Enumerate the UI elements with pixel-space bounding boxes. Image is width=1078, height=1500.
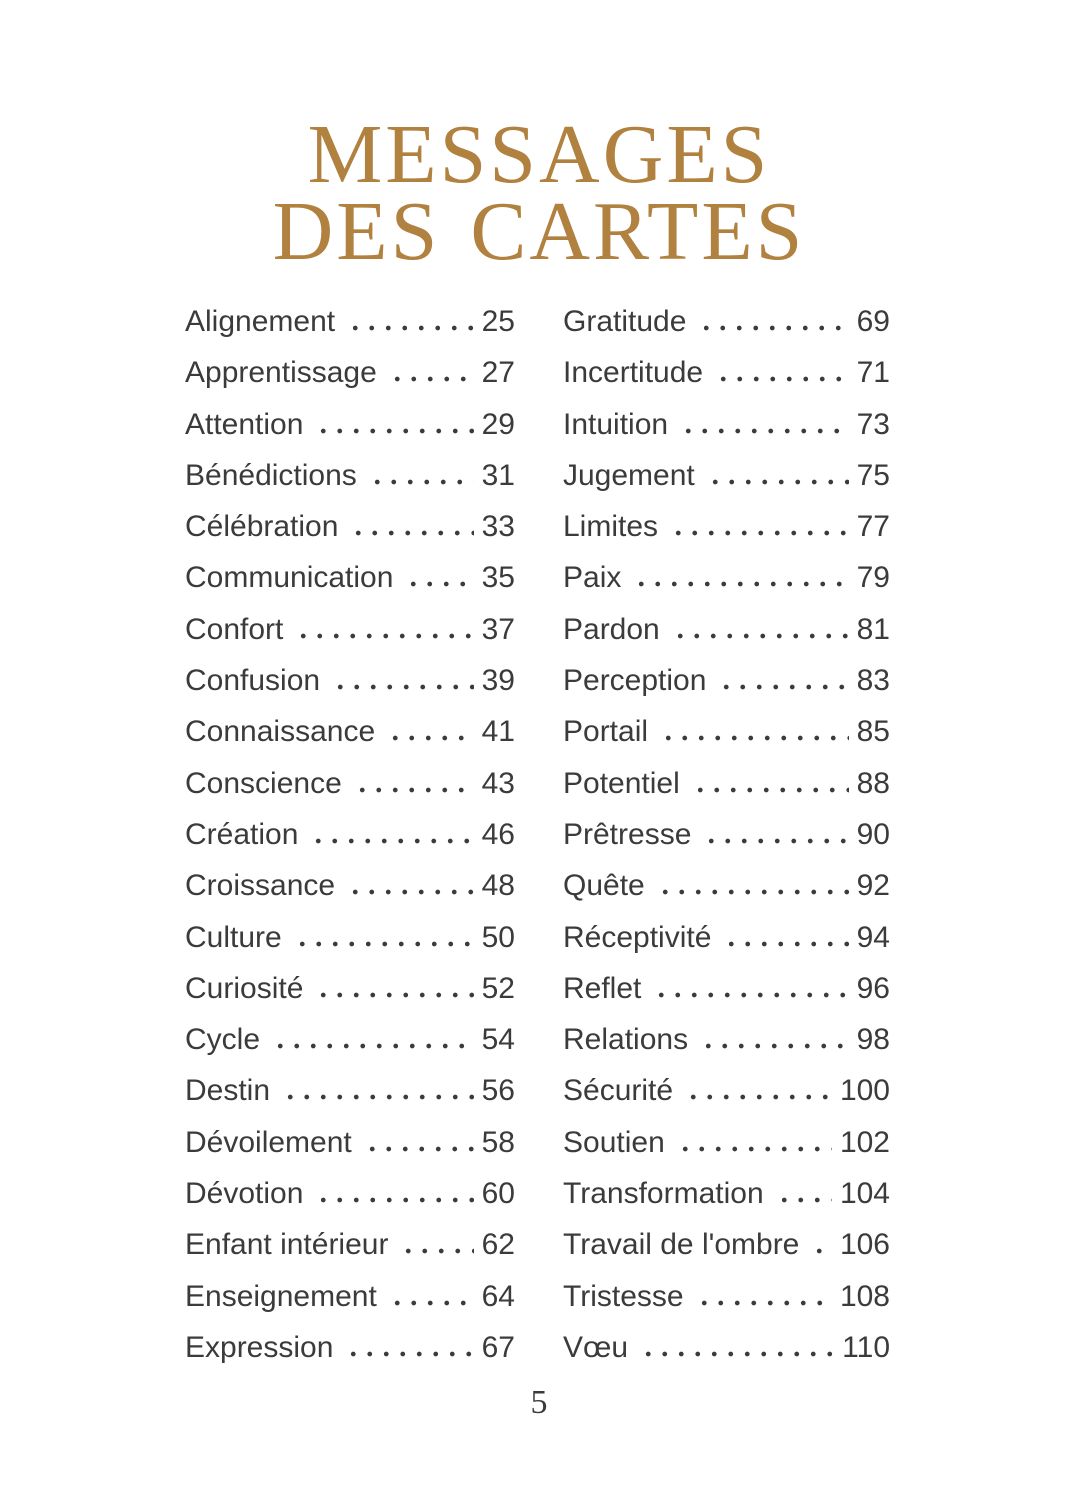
dot-leader <box>707 479 849 485</box>
toc-entry-page: 52 <box>481 971 515 1005</box>
toc-entry <box>185 1271 515 1322</box>
toc-entry <box>563 912 890 963</box>
dot-leader <box>657 889 849 895</box>
dot-leader <box>715 376 849 382</box>
dot-leader <box>389 376 474 382</box>
toc-entry-label: Connaissance <box>185 715 376 749</box>
dot-leader <box>698 325 848 331</box>
toc-entry-label: Gratitude <box>563 305 687 338</box>
toc-entry-label: Apprentissage <box>185 356 377 390</box>
toc-entry-page: 67 <box>481 1330 515 1364</box>
toc-entry-page: 54 <box>481 1023 515 1057</box>
dot-leader <box>295 633 473 639</box>
table-of-contents <box>185 296 890 1373</box>
toc-entry-page: 27 <box>481 356 515 390</box>
toc-entry <box>563 450 890 501</box>
toc-entry <box>185 758 515 809</box>
dot-leader <box>660 735 849 741</box>
toc-entry-label: Sécurité <box>563 1074 674 1108</box>
dot-leader <box>389 1300 474 1306</box>
dot-leader <box>400 1248 473 1254</box>
page-number: 5 <box>530 1384 548 1422</box>
toc-entry-page: 64 <box>481 1279 515 1313</box>
toc-entry <box>563 809 890 860</box>
toc-entry-page: 90 <box>856 817 890 851</box>
toc-entry-label: Destin <box>185 1074 271 1108</box>
toc-entry-label: Alignement <box>185 305 336 338</box>
toc-entry-page: 43 <box>481 766 515 800</box>
toc-entry <box>185 347 515 398</box>
toc-entry <box>563 1065 890 1116</box>
toc-entry-page: 73 <box>856 407 890 441</box>
toc-entry-label: Expression <box>185 1330 334 1364</box>
toc-entry-label: Cycle <box>185 1023 261 1057</box>
toc-entry-label: Travail de l'ombre <box>563 1228 800 1262</box>
toc-entry <box>185 296 515 347</box>
toc-entry-label: Enfant intérieur <box>185 1228 389 1262</box>
toc-entry <box>185 1168 515 1219</box>
toc-entry <box>563 1168 890 1219</box>
dot-leader <box>347 889 474 895</box>
toc-entry-label: Limites <box>563 510 659 544</box>
toc-entry-label: Enseignement <box>185 1279 377 1313</box>
dot-leader <box>347 325 474 331</box>
dot-leader <box>369 479 474 485</box>
toc-entry-label: Reflet <box>563 971 642 1005</box>
toc-entry <box>185 1219 515 1270</box>
toc-entry-page: 79 <box>856 561 890 595</box>
toc-entry-page: 77 <box>856 510 890 544</box>
dot-leader <box>672 633 849 639</box>
toc-entry-page: 98 <box>856 1023 890 1057</box>
toc-entry-label: Pardon <box>563 612 660 646</box>
toc-entry-label: Attention <box>185 407 304 441</box>
toc-entry-page: 92 <box>856 869 890 903</box>
dot-leader <box>294 941 474 947</box>
toc-entry-label: Célébration <box>185 510 339 544</box>
toc-entry <box>185 912 515 963</box>
dot-leader <box>718 684 848 690</box>
toc-entry-page: 37 <box>481 612 515 646</box>
dot-leader <box>680 428 849 434</box>
toc-entry-label: Culture <box>185 920 282 954</box>
toc-entry-page: 60 <box>481 1177 515 1211</box>
toc-entry-label: Potentiel <box>563 766 680 800</box>
toc-entry-label: Soutien <box>563 1125 665 1159</box>
toc-entry-page: 75 <box>856 458 890 492</box>
toc-entry-label: Transformation <box>563 1177 764 1211</box>
toc-entry <box>563 552 890 603</box>
toc-entry-label: Jugement <box>563 458 695 492</box>
toc-entry-label: Confusion <box>185 664 321 698</box>
toc-entry-page: 39 <box>481 664 515 698</box>
toc-entry-label: Réceptivité <box>563 920 712 954</box>
page-title <box>0 108 1078 278</box>
toc-entry-page: 71 <box>856 356 890 390</box>
toc-entry-page: 108 <box>839 1279 890 1313</box>
toc-entry-label: Croissance <box>185 869 336 903</box>
dot-leader <box>696 1300 832 1306</box>
toc-entry-page: 88 <box>856 766 890 800</box>
toc-entry-label: Perception <box>563 664 707 698</box>
toc-entry-label: Relations <box>563 1023 689 1057</box>
toc-entry <box>563 347 890 398</box>
dot-leader <box>405 581 473 587</box>
dot-leader <box>677 1146 832 1152</box>
toc-entry-label: Création <box>185 817 299 851</box>
toc-entry-label: Quête <box>563 869 645 903</box>
dot-leader <box>703 838 848 844</box>
dot-leader <box>272 1043 474 1049</box>
toc-entry-page: 31 <box>481 458 515 492</box>
toc-entry-page: 85 <box>856 715 890 749</box>
toc-entry-page: 58 <box>481 1125 515 1159</box>
toc-entry <box>185 501 515 552</box>
dot-leader <box>700 1043 849 1049</box>
toc-entry <box>563 963 890 1014</box>
toc-entry-label: Curiosité <box>185 971 304 1005</box>
dot-leader <box>364 1146 474 1152</box>
title-line-1: MESSAGES <box>307 108 771 201</box>
toc-entry-page: 33 <box>481 510 515 544</box>
dot-leader <box>282 1094 474 1100</box>
toc-entry-label: Incertitude <box>563 356 704 390</box>
toc-entry <box>185 963 515 1014</box>
dot-leader <box>723 941 848 947</box>
dot-leader <box>332 684 474 690</box>
toc-entry-page: 35 <box>481 561 515 595</box>
toc-entry-label: Portail <box>563 715 649 749</box>
toc-entry <box>563 1322 890 1373</box>
dot-leader <box>692 787 849 793</box>
toc-entry <box>185 860 515 911</box>
dot-leader <box>315 992 473 998</box>
toc-entry-label: Intuition <box>563 407 669 441</box>
toc-entry <box>563 501 890 552</box>
toc-entry-label: Prêtresse <box>563 817 692 851</box>
dot-leader <box>315 1197 473 1203</box>
toc-entry <box>185 1117 515 1168</box>
dot-leader <box>776 1197 832 1203</box>
toc-entry <box>185 706 515 757</box>
toc-entry-page: 46 <box>481 817 515 851</box>
toc-entry-label: Bénédictions <box>185 458 357 492</box>
toc-entry-page: 81 <box>856 612 890 646</box>
dot-leader <box>653 992 848 998</box>
dot-leader <box>640 1351 834 1357</box>
toc-entry <box>563 758 890 809</box>
toc-entry <box>185 655 515 706</box>
toc-entry-page: 106 <box>839 1228 890 1262</box>
toc-entry-page: 96 <box>856 971 890 1005</box>
dot-leader <box>685 1094 832 1100</box>
toc-entry-page: 94 <box>856 920 890 954</box>
toc-entry-page: 48 <box>481 869 515 903</box>
toc-entry <box>185 450 515 501</box>
toc-entry-label: Dévoilement <box>185 1125 352 1159</box>
toc-entry <box>185 1065 515 1116</box>
dot-leader <box>310 838 473 844</box>
toc-entry <box>563 655 890 706</box>
toc-entry-label: Dévotion <box>185 1177 304 1211</box>
toc-entry-page: 110 <box>842 1330 890 1364</box>
toc-entry-label: Confort <box>185 612 284 646</box>
toc-entry <box>563 604 890 655</box>
toc-entry <box>185 809 515 860</box>
toc-entry <box>185 1014 515 1065</box>
toc-entry-label: Vœu <box>563 1330 629 1364</box>
toc-entry-page: 62 <box>481 1228 515 1262</box>
toc-entry-page: 25 <box>481 305 515 338</box>
toc-entry-page: 83 <box>856 664 890 698</box>
toc-entry-page: 69 <box>856 305 890 338</box>
toc-entry-label: Conscience <box>185 766 342 800</box>
toc-entry-page: 29 <box>481 407 515 441</box>
toc-entry-page: 100 <box>839 1074 890 1108</box>
toc-entry <box>563 296 890 347</box>
toc-entry <box>563 706 890 757</box>
toc-column-left <box>185 296 515 1373</box>
toc-entry-label: Communication <box>185 561 394 595</box>
toc-entry <box>185 604 515 655</box>
toc-entry <box>563 1219 890 1270</box>
toc-entry-label: Paix <box>563 561 622 595</box>
toc-entry <box>563 1014 890 1065</box>
toc-entry-page: 102 <box>839 1125 890 1159</box>
toc-entry <box>185 552 515 603</box>
toc-entry <box>563 1271 890 1322</box>
dot-leader <box>387 735 474 741</box>
toc-entry-page: 56 <box>481 1074 515 1108</box>
toc-column-right <box>563 296 890 1373</box>
toc-entry <box>563 860 890 911</box>
dot-leader <box>633 581 848 587</box>
dot-leader <box>670 530 849 536</box>
toc-entry <box>185 1322 515 1373</box>
toc-entry <box>185 399 515 450</box>
dot-leader <box>354 787 474 793</box>
dot-leader <box>315 428 473 434</box>
dot-leader <box>811 1248 832 1254</box>
toc-entry-page: 41 <box>481 715 515 749</box>
dot-leader <box>350 530 473 536</box>
toc-entry <box>563 1117 890 1168</box>
toc-entry-page: 104 <box>839 1177 890 1211</box>
title-line-2: DES CARTES <box>272 185 806 278</box>
dot-leader <box>345 1351 473 1357</box>
toc-entry-label: Tristesse <box>563 1279 684 1313</box>
toc-entry <box>563 399 890 450</box>
toc-entry-page: 50 <box>481 920 515 954</box>
